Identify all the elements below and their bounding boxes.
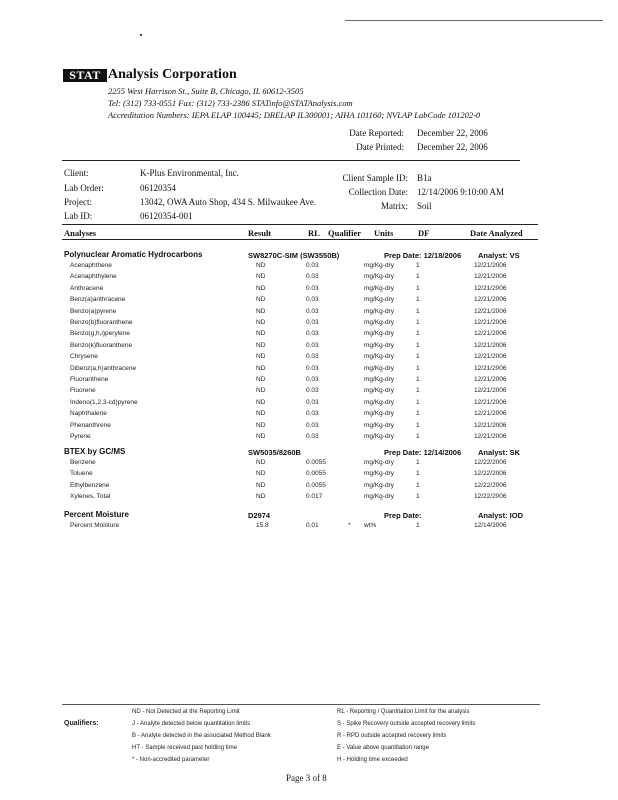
result-cell: ND [256, 410, 266, 418]
rl-cell: 0.03 [306, 410, 319, 418]
group-analyst: Analyst: IOD [478, 511, 524, 520]
date-cell: 12/21/2006 [474, 353, 507, 361]
units-cell: mg/Kg-dry [364, 364, 394, 372]
units-cell: mg/Kg-dry [364, 262, 394, 269]
units-cell: mg/Kg-dry [364, 330, 394, 338]
table-row [0, 493, 618, 504]
result-cell: ND [256, 330, 266, 338]
rl-cell: 0.03 [306, 398, 319, 406]
lab-order-value: 06120354 [140, 183, 176, 193]
date-cell: 12/22/2006 [474, 459, 507, 466]
date-cell: 12/21/2006 [474, 421, 507, 429]
date-cell: 12/21/2006 [474, 307, 507, 315]
col-analyses: Analyses [64, 228, 97, 238]
matrix-label: Matrix: [381, 201, 408, 211]
df-cell: 1 [416, 387, 420, 395]
analyte-cell: Anthracene [70, 284, 104, 292]
df-cell: 1 [416, 273, 420, 281]
collection-date-value: 12/14/2006 9:10:00 AM [417, 187, 505, 197]
analyte-cell: Benz(a)anthracene [70, 296, 126, 304]
column-header-bottom-rule [62, 239, 538, 240]
rl-cell: 0.03 [306, 273, 319, 281]
result-cell: ND [256, 341, 266, 349]
units-cell: mg/Kg-dry [364, 284, 394, 292]
units-cell: mg/Kg-dry [364, 387, 394, 395]
result-cell: ND [256, 387, 266, 395]
df-cell: 1 [416, 522, 420, 529]
qualifier-item: * - Non-accredited parameter [132, 757, 210, 763]
company-name: Analysis Corporation [108, 67, 237, 82]
project-value: 13042, OWA Auto Shop, 434 S. Milwaukee Ave. [140, 197, 317, 207]
df-cell: 1 [416, 470, 420, 478]
df-cell: 1 [416, 296, 420, 304]
units-cell: mg/Kg-dry [364, 273, 394, 281]
table-row [0, 482, 618, 493]
lab-id-label: Lab ID: [64, 211, 93, 221]
rl-cell: 0.03 [306, 284, 319, 292]
date-cell: 12/21/2006 [474, 341, 507, 349]
company-logo [63, 69, 107, 82]
company-address: 2255 West Harrison St., Suite B, Chicago, IL 60612-3505 [108, 86, 304, 96]
lab-id-value: 06120354-001 [140, 211, 193, 221]
df-cell: 1 [416, 319, 420, 326]
col-qualifier: Qualifier [328, 228, 362, 238]
units-cell: mg/Kg-dry [364, 421, 394, 429]
group-name: Polynuclear Aromatic Hydrocarbons [64, 250, 203, 259]
date-cell: 12/21/2006 [474, 433, 507, 440]
scan-top-line [345, 20, 603, 21]
table-row [0, 319, 618, 330]
units-cell: mg/Kg-dry [364, 481, 394, 489]
result-cell: ND [256, 262, 266, 269]
analyte-cell: Toluene [70, 470, 93, 478]
table-row [0, 353, 618, 364]
group-method: D2974 [248, 511, 271, 520]
table-row [0, 459, 618, 470]
units-cell: mg/Kg-dry [364, 470, 394, 478]
units-cell: mg/Kg-dry [364, 353, 394, 361]
table-row [0, 342, 618, 353]
result-cell: ND [256, 284, 266, 292]
analyte-cell: Fluoranthene [70, 376, 109, 383]
result-cell: ND [256, 459, 266, 466]
units-cell: mg/Kg-dry [364, 459, 394, 466]
units-cell: mg/Kg-dry [364, 433, 394, 440]
units-cell: mg/Kg-dry [364, 410, 394, 418]
date-reported-value: December 22, 2006 [417, 128, 488, 138]
rl-cell: 0.017 [306, 493, 323, 501]
units-cell: mg/Kg-dry [364, 307, 394, 315]
date-cell: 12/22/2006 [474, 470, 507, 478]
rl-cell: 0.03 [306, 387, 319, 395]
table-row [0, 410, 618, 421]
col-units: Units [374, 228, 394, 238]
logo-text: STAT [69, 68, 101, 82]
table-row [0, 422, 618, 433]
result-cell: ND [256, 398, 266, 406]
units-cell: wt% [364, 522, 377, 529]
group-analyst: Analyst: VS [478, 251, 520, 260]
date-cell: 12/21/2006 [474, 296, 507, 304]
df-cell: 1 [416, 493, 420, 501]
col-df: DF [418, 228, 430, 238]
rl-cell: 0.03 [306, 330, 319, 338]
group-analyst: Analyst: SK [478, 448, 521, 457]
df-cell: 1 [416, 284, 420, 292]
group-prep-date: Prep Date: 12/18/2006 [384, 251, 462, 260]
date-cell: 12/21/2006 [474, 398, 507, 406]
df-cell: 1 [416, 341, 420, 349]
qualifier-item: E - Value above quantitation range [337, 745, 429, 751]
rl-cell: 0.0055 [306, 481, 326, 489]
analyte-cell: Benzo(g,h,i)perylene [70, 330, 130, 338]
qualifier-item: B - Analyte detected in the associated Method Blank [132, 733, 271, 739]
analyte-cell: Pyrene [70, 433, 91, 440]
rl-cell: 0.03 [306, 262, 319, 269]
group-method: SW8270C-SIM (SW3550B) [248, 251, 340, 260]
result-cell: ND [256, 421, 266, 429]
table-row [0, 376, 618, 387]
result-cell: ND [256, 319, 266, 326]
rl-cell: 0.03 [306, 353, 319, 361]
result-cell: ND [256, 493, 266, 501]
analyte-cell: Ethylbenzene [70, 481, 110, 489]
result-cell: ND [256, 353, 266, 361]
df-cell: 1 [416, 353, 420, 361]
rl-cell: 0.01 [306, 522, 319, 529]
df-cell: 1 [416, 376, 420, 383]
analyte-cell: Phenanthrene [70, 421, 111, 429]
result-cell: ND [256, 433, 266, 440]
date-cell: 12/21/2006 [474, 284, 507, 292]
df-cell: 1 [416, 307, 420, 315]
table-row [0, 262, 618, 273]
units-cell: mg/Kg-dry [364, 398, 394, 406]
col-rl: RL [308, 228, 320, 238]
df-cell: 1 [416, 262, 420, 269]
date-cell: 12/14/2006 [474, 522, 507, 529]
analyte-cell: Benzo(b)fluoranthene [70, 319, 133, 326]
table-row [0, 470, 618, 481]
client-label: Client: [64, 168, 89, 178]
lab-order-label: Lab Order: [64, 183, 104, 193]
header-divider [62, 160, 520, 161]
result-cell: ND [256, 307, 266, 315]
company-accreditation: Accreditation Numbers: IEPA ELAP 100445; DRELAP IL300001; AIHA 101160; NVLAP LabCode 101202-0 [108, 110, 481, 120]
rl-cell: 0.03 [306, 296, 319, 304]
rl-cell: 0.03 [306, 307, 319, 315]
client-sample-id-value: B1a [417, 173, 432, 183]
df-cell: 1 [416, 364, 420, 372]
units-cell: mg/Kg-dry [364, 341, 394, 349]
date-cell: 12/21/2006 [474, 376, 507, 383]
rl-cell: 0.0055 [306, 470, 326, 478]
rl-cell: 0.03 [306, 433, 319, 440]
analyte-cell: Dibenz(a,h)anthracene [70, 364, 137, 372]
date-cell: 12/21/2006 [474, 273, 507, 281]
analyte-cell: Benzo(a)pyrene [70, 307, 117, 315]
qualifier-item: R - RPD outside accepted recovery limits [337, 733, 447, 739]
analyte-cell: Indeno(1,2,3-cd)pyrene [70, 398, 138, 406]
rl-cell: 0.03 [306, 421, 319, 429]
analyte-cell: Acenaphthylene [70, 273, 117, 281]
date-cell: 12/21/2006 [474, 319, 507, 326]
date-cell: 12/21/2006 [474, 387, 507, 395]
group-prep-date: Prep Date: 12/14/2006 [384, 448, 462, 457]
collection-date-label: Collection Date: [348, 187, 408, 197]
qualifier-item: HT - Sample received past holding time [132, 745, 237, 751]
client-sample-id-label: Client Sample ID: [342, 173, 408, 183]
project-label: Project: [64, 197, 92, 207]
analyte-cell: Xylenes, Total [70, 493, 111, 501]
analyte-cell: Percent Moisture [70, 522, 120, 529]
analyte-cell: Acenaphthene [70, 262, 112, 269]
qualifier-item: S - Spike Recovery outside accepted recovery limits [337, 721, 476, 727]
rl-cell: 0.0055 [306, 459, 326, 466]
col-date-analyzed: Date Analyzed [470, 228, 523, 238]
result-cell: ND [256, 364, 266, 372]
date-cell: 12/21/2006 [474, 262, 507, 269]
date-cell: 12/21/2006 [474, 330, 507, 338]
df-cell: 1 [416, 433, 420, 440]
scan-speck [140, 34, 142, 36]
client-value: K-Plus Environmental, Inc. [140, 168, 239, 178]
table-row [0, 285, 618, 296]
df-cell: 1 [416, 330, 420, 338]
group-name: BTEX by GC/MS [64, 447, 126, 456]
date-printed-label: Date Printed: [356, 142, 404, 152]
group-method: SW5035/8260B [248, 448, 301, 457]
group-prep-date: Prep Date: [384, 511, 422, 520]
table-row [0, 387, 618, 398]
analyte-cell: Chrysene [70, 353, 98, 361]
analyte-cell: Benzo(k)fluoranthene [70, 341, 133, 349]
qualifier-item: ND - Not Detected at the Reporting Limit [132, 709, 240, 715]
df-cell: 1 [416, 398, 420, 406]
result-cell: ND [256, 481, 266, 489]
result-cell: ND [256, 273, 266, 281]
column-header-top-rule [62, 224, 538, 225]
date-cell: 12/21/2006 [474, 364, 507, 372]
analyte-cell: Benzene [70, 459, 96, 466]
group-name: Percent Moisture [64, 510, 129, 519]
date-printed-value: December 22, 2006 [417, 142, 488, 152]
table-row [0, 522, 618, 533]
qualifier-cell: * [348, 522, 351, 529]
qualifiers-top-rule [62, 704, 540, 705]
result-cell: 15.8 [256, 522, 269, 529]
qualifier-item: H - Holding time exceeded [337, 757, 408, 763]
units-cell: mg/Kg-dry [364, 296, 394, 304]
col-result: Result [248, 228, 272, 238]
df-cell: 1 [416, 459, 420, 466]
date-reported-label: Date Reported: [349, 128, 404, 138]
units-cell: mg/Kg-dry [364, 493, 394, 501]
df-cell: 1 [416, 481, 420, 489]
table-row [0, 296, 618, 307]
analyte-cell: Naphthalene [70, 410, 107, 418]
rl-cell: 0.03 [306, 319, 319, 326]
table-row [0, 365, 618, 376]
table-row [0, 273, 618, 284]
page-number: Page 3 of 8 [286, 773, 327, 783]
units-cell: mg/Kg-dry [364, 376, 394, 383]
rl-cell: 0.03 [306, 376, 319, 383]
table-row [0, 399, 618, 410]
rl-cell: 0.03 [306, 341, 319, 349]
qualifier-item: RL - Reporting / Quantitation Limit for the analysis [337, 709, 470, 715]
qualifiers-label: Qualifiers: [64, 720, 99, 727]
result-cell: ND [256, 470, 266, 478]
units-cell: mg/Kg-dry [364, 319, 394, 326]
table-row [0, 433, 618, 444]
date-cell: 12/22/2006 [474, 493, 507, 501]
company-contact: Tel: (312) 733-0551 Fax: (312) 733-2386 STATinfo@STATAnalysis.com [108, 98, 353, 108]
df-cell: 1 [416, 410, 420, 418]
rl-cell: 0.03 [306, 364, 319, 372]
qualifier-item: J - Analyte detected below quantitation limits [132, 721, 251, 727]
table-row [0, 330, 618, 341]
date-cell: 12/21/2006 [474, 410, 507, 418]
matrix-value: Soil [417, 201, 432, 211]
df-cell: 1 [416, 421, 420, 429]
result-cell: ND [256, 376, 266, 383]
result-cell: ND [256, 296, 266, 304]
date-cell: 12/22/2006 [474, 481, 507, 489]
table-row [0, 308, 618, 319]
analyte-cell: Fluorene [70, 387, 96, 395]
